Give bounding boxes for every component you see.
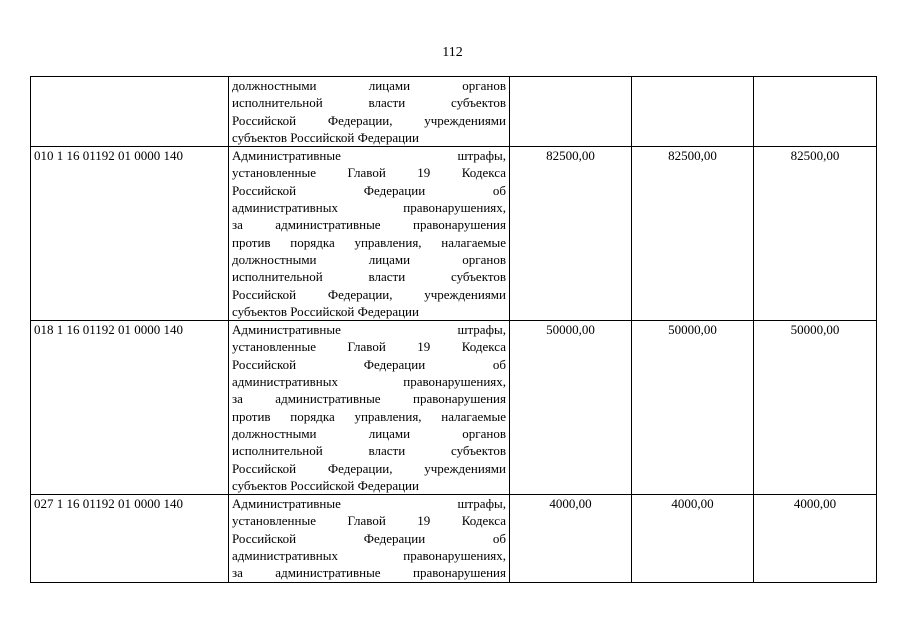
description-line: административных правонарушениях,	[232, 374, 506, 390]
amount-cell	[754, 77, 877, 147]
amount-cell: 50000,00	[754, 321, 877, 495]
table-row	[31, 77, 877, 147]
description-line: субъектов Российской Федерации	[232, 477, 419, 493]
description-line: за административные правонарушения	[232, 217, 506, 233]
description-line: Российской Федерации, учреждениями	[232, 460, 506, 476]
description-line: исполнительной власти субъектов	[232, 269, 506, 285]
description-line: должностными лицами органов	[232, 78, 506, 93]
amount-cell: 4000,00	[632, 495, 754, 582]
page-number: 112	[442, 45, 463, 60]
description-line: должностными лицами органов	[232, 251, 506, 267]
description-line: субъектов Российской Федерации	[232, 129, 419, 145]
description-line: административных правонарушениях,	[232, 548, 506, 564]
description-cell	[229, 495, 510, 582]
amount-cell: 4000,00	[510, 495, 632, 582]
amount-cell: 82500,00	[632, 147, 754, 321]
amount-cell: 50000,00	[510, 321, 632, 495]
description-line: против порядка управления, налагаемые	[232, 234, 506, 250]
description-line: Российской Федерации, учреждениями	[232, 112, 506, 128]
description-cell	[229, 77, 510, 147]
amount-cell: 50000,00	[632, 321, 754, 495]
table-row	[31, 495, 877, 582]
description-line: Российской Федерации, учреждениями	[232, 286, 506, 302]
description-line: исполнительной власти субъектов	[232, 95, 506, 111]
revenue-code-cell	[31, 77, 229, 147]
description-line: против порядка управления, налагаемые	[232, 408, 506, 424]
table-row	[31, 321, 877, 495]
description-line: Административные штрафы,	[232, 148, 506, 164]
description-cell	[229, 321, 510, 495]
description-line: установленные Главой 19 Кодекса	[232, 339, 506, 355]
description-line: установленные Главой 19 Кодекса	[232, 513, 506, 529]
description-line: Российской Федерации об	[232, 356, 506, 372]
table-row	[31, 147, 877, 321]
description-line: административных правонарушениях,	[232, 200, 506, 216]
amount-cell: 4000,00	[754, 495, 877, 582]
amount-cell	[510, 77, 632, 147]
description-line: исполнительной власти субъектов	[232, 443, 506, 459]
amount-cell: 82500,00	[510, 147, 632, 321]
amount-cell: 82500,00	[754, 147, 877, 321]
description-line: Российской Федерации об	[232, 530, 506, 546]
revenue-code-cell: 027 1 16 01192 01 0000 140	[31, 495, 229, 582]
description-line: субъектов Российской Федерации	[232, 303, 419, 319]
revenue-code-cell: 018 1 16 01192 01 0000 140	[31, 321, 229, 495]
revenue-code-cell: 010 1 16 01192 01 0000 140	[31, 147, 229, 321]
description-line: за административные правонарушения	[232, 391, 506, 407]
amount-cell	[632, 77, 754, 147]
description-line: за административные правонарушения	[232, 565, 506, 581]
description-line: установленные Главой 19 Кодекса	[232, 165, 506, 181]
budget-revenue-table	[30, 76, 877, 583]
description-line: Российской Федерации об	[232, 182, 506, 198]
description-line: должностными лицами органов	[232, 425, 506, 441]
description-line: Административные штрафы,	[232, 496, 506, 512]
description-cell	[229, 147, 510, 321]
description-line: Административные штрафы,	[232, 322, 506, 338]
